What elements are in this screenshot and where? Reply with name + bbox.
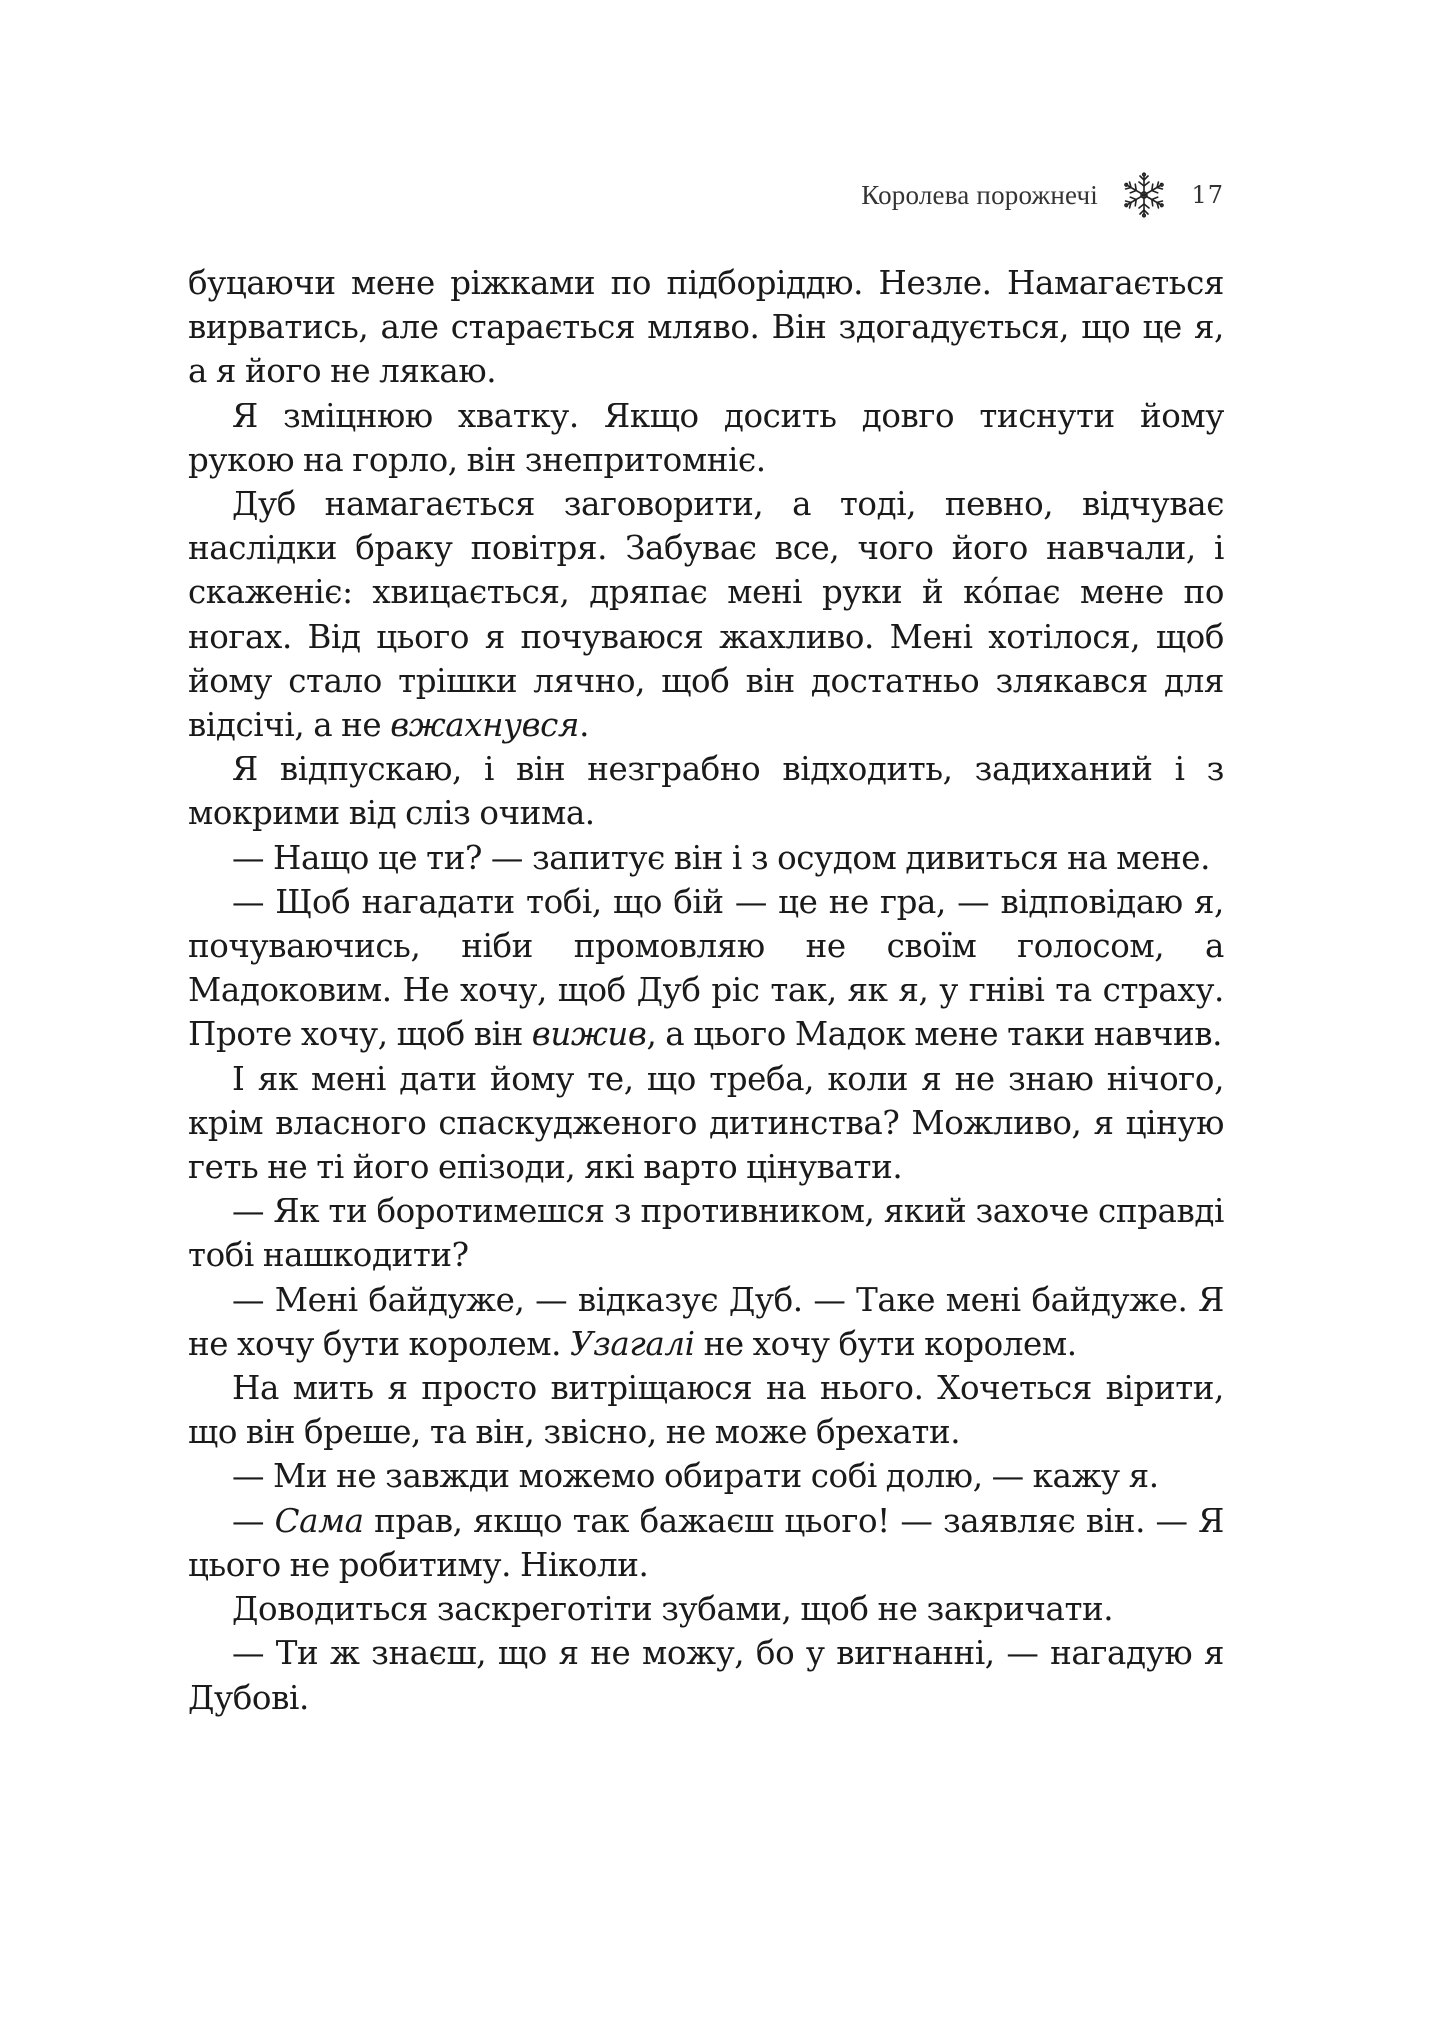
paragraph-text: Доводиться заскреготіти зубами, щоб не закричати. [232,1590,1114,1629]
paragraph [188,836,1224,880]
emphasis-text: Узагалі [570,1324,695,1363]
paragraph [188,1454,1224,1498]
paragraph [188,1631,1224,1719]
paragraph-text: . [579,706,589,745]
emphasis-text: вжахнувся [390,706,580,745]
paragraph [188,1057,1224,1190]
paragraph-text: — Ти ж знаєш, що я не можу, бо у вигнанні, — нагадую я Дубові. [188,1634,1224,1717]
emphasis-text: Сама [274,1501,364,1540]
paragraph [188,1366,1224,1454]
paragraph [188,261,1224,394]
paragraph [188,1587,1224,1631]
paragraph [188,394,1224,482]
paragraph-text: Я відпускаю, і він незграбно відходить, задиханий і з мокрими від сліз очима. [188,750,1224,833]
paragraph-text: І як мені дати йому те, що треба, коли я не знаю нічого, крім власного спаскудженого дитинства? Можливо, я цiную геть не ті його епізоди, які варто цінувати. [188,1059,1224,1187]
paragraph-text: , а цього Мадок мене таки навчив. [646,1015,1223,1054]
paragraph-text: Я зміцнюю хватку. Якщо досить довго тиснути йому рукою на горло, він знепритомніє. [188,396,1224,479]
paragraph-text: буцаючи мене ріжками по підборіддю. Незле. Намагається вирватись, але старається мляво. Він здогадується, що це я, а я його не лякаю. [188,264,1224,391]
page-number: 17 [1191,181,1224,209]
emphasis-text: вижив [531,1015,647,1054]
paragraph [188,747,1224,835]
paragraph [188,1278,1224,1366]
paragraph [188,1189,1224,1277]
paragraph-text: не хочу бути королем. [694,1324,1077,1363]
paragraph-text: прав, якщо так бажаєш цього! — заявляє він. — Я цього не робитиму. Ніколи. [188,1501,1224,1584]
running-header [700,170,1224,220]
paragraph-text: — Щоб нагадати тобі, що бій — це не гра, — відповідаю я, почуваючись, ніби промовляю не своїм голосом, а Мадоковим. Не хочу, щоб Дуб ріс так, як я, у гніві та страху. Проте хочу, щоб він [188,882,1224,1054]
paragraph-text: — Мені байдуже, — відказує Дуб. — Таке мені байдуже. Я не хочу бути королем. [188,1280,1224,1363]
paragraph [188,880,1224,1057]
paragraph-text: — Як ти боротимешся з противником, який захоче справді тобі нашкодити? [188,1192,1224,1275]
snowflake-icon [1120,171,1168,219]
paragraph-text: На мить я просто витріщаюся на нього. Хочеться вірити, що він бреше, та він, звісно, не може брехати. [188,1369,1224,1452]
running-title: Королева порожнечі [861,179,1098,210]
paragraph-text: — Нащо це ти? — запитує він і з осудом дивиться на мене. [232,838,1211,877]
paragraph-text: — [232,1501,275,1540]
body-text [188,261,1224,1720]
paragraph [188,482,1224,747]
paragraph-text: Дуб намагається заговорити, а тоді, певно, відчуває наслідки браку повітря. Забуває все, чого його навчали, і скаженіє: хвицається, дряпає мені руки й кóпає мене по ногах. Від цього я почуваюся жахливо. Мені хотілося, щоб йому стало трішки лячно, щоб він достатньо злякався для відсічі, а не [188,485,1224,745]
paragraph-text: — Ми не завжди можемо обирати собі долю, — кажу я. [232,1457,1159,1496]
paragraph [188,1499,1224,1587]
